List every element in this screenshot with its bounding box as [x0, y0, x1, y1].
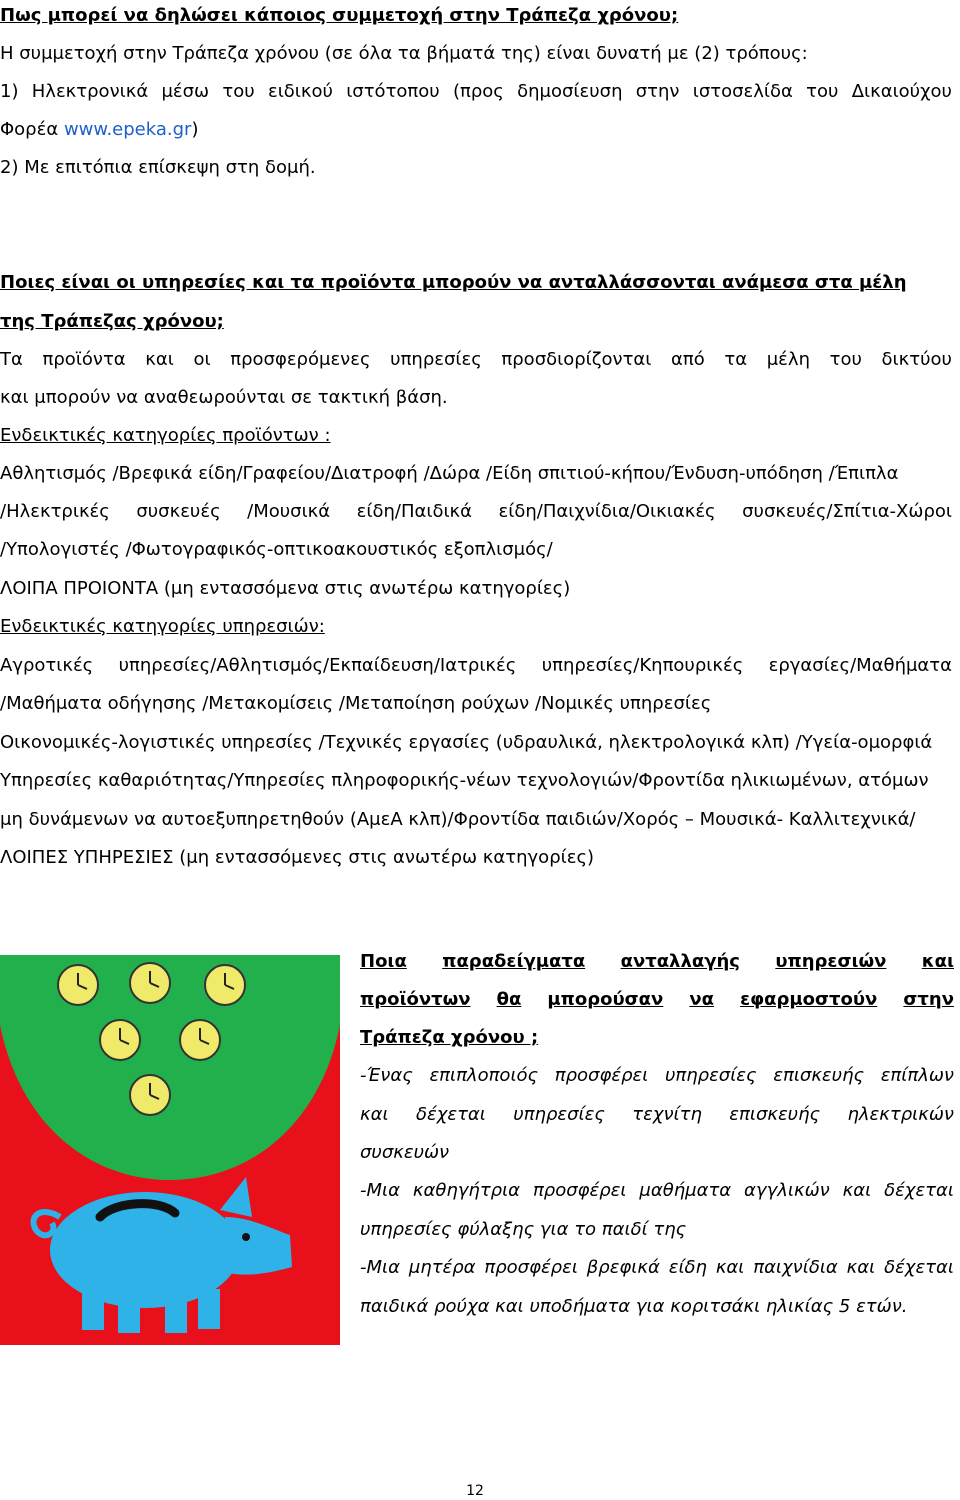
word: είδη/Παιχνίδια/Οικιακές — [498, 501, 716, 522]
word: οι — [193, 349, 211, 370]
word: ιστότοπου — [346, 81, 440, 102]
section3-title-line1 — [360, 950, 954, 974]
word: συσκευές/Σπίτια-Χώροι — [742, 501, 952, 522]
word: αγγλικών — [744, 1180, 830, 1201]
word: υπηρεσίες — [664, 1065, 757, 1086]
word: τεχνίτη — [632, 1104, 702, 1125]
word: προσδιορίζονται — [501, 349, 652, 370]
products-line1: Αθλητισμός /Βρεφικά είδη/Γραφείου/Διατροφή /Δώρα /Είδη σπιτιού-κήπου/Ένδυση-υπόδηση /Έπιπλα — [0, 463, 899, 484]
example1-line3: συσκευών — [360, 1142, 450, 1163]
services-line4: Υπηρεσίες καθαριότητας/Υπηρεσίες πληροφορικής-νέων τεχνολογιών/Φροντίδα ηλικιωμένων, ατόμων — [0, 770, 929, 791]
example1-line1 — [360, 1064, 954, 1088]
word: -Ένας — [360, 1065, 413, 1086]
word: υπηρεσιών — [775, 951, 887, 972]
word: υπηρεσίες — [513, 1104, 605, 1125]
pig-eye — [242, 1233, 250, 1241]
clock-icon — [130, 1075, 170, 1115]
word: τα — [724, 349, 748, 370]
example1-line2 — [360, 1103, 954, 1127]
word: Αγροτικές — [0, 655, 94, 676]
products-line4: ΛΟΙΠΑ ΠΡΟΙΟΝΤΑ (μη εντασσόμενα στις ανωτέρω κατηγορίες) — [0, 578, 571, 599]
word: βρεφικά — [586, 1257, 660, 1278]
word: ανταλλαγής — [620, 951, 740, 972]
word: συσκευές — [136, 501, 221, 522]
word: επισκευής — [729, 1104, 821, 1125]
word: προσφέρει — [554, 1065, 649, 1086]
section2-title-line2: της Τράπεζας χρόνου; — [0, 311, 224, 332]
section3-title-line2 — [360, 988, 954, 1012]
word: θα — [496, 989, 522, 1010]
word: μέλη — [766, 349, 810, 370]
section2-para-line2: και μπορούν να αναθεωρούνται σε τακτική βάση. — [0, 387, 448, 408]
way1-prefix: Φορέα — [0, 119, 64, 140]
word: δικτύου — [881, 349, 952, 370]
word: υπηρεσίες — [390, 349, 482, 370]
word: και — [842, 1180, 872, 1201]
word: εφαρμοστούν — [740, 989, 878, 1010]
clock-icon — [100, 1020, 140, 1060]
word: είδη/Παιδικά — [356, 501, 473, 522]
word: 1) — [0, 81, 19, 102]
pig-leg — [198, 1289, 220, 1329]
pig-leg — [82, 1290, 104, 1330]
word: προϊόντων — [360, 989, 471, 1010]
word: στην — [903, 989, 954, 1010]
word: επίπλων — [880, 1065, 954, 1086]
section3-title-line3: Τράπεζα χρόνου ; — [360, 1027, 539, 1048]
word: δημοσίευση — [517, 81, 623, 102]
services-line5: μη δυνάμενων να αυτοεξυπηρετηθούν (ΑμεΑ κλπ)/Φροντίδα παιδιών/Χορός – Μουσικά- Καλλιτεχνικά/ — [0, 809, 916, 830]
word: προϊόντα — [42, 349, 126, 370]
products-heading: Ενδεικτικές κατηγορίες προϊόντων : — [0, 425, 331, 446]
word: και — [715, 1257, 745, 1278]
section2-para-line1 — [0, 348, 952, 372]
word: Ποια — [360, 951, 407, 972]
word: -Μια — [360, 1180, 400, 1201]
example3-line2: παιδικά ρούχα και υποδήματα για κοριτσάκι ηλικίας 5 ετών. — [360, 1296, 908, 1317]
products-line2 — [0, 500, 952, 524]
word: ηλεκτρικών — [847, 1104, 954, 1125]
word: να — [689, 989, 714, 1010]
word: και — [360, 1104, 389, 1125]
section1-way1-line1 — [0, 80, 952, 104]
word: και — [846, 1257, 876, 1278]
clock-icon — [58, 965, 98, 1005]
services-line2: /Μαθήματα οδήγησης /Μετακομίσεις /Μεταποίηση ρούχων /Νομικές υπηρεσίες — [0, 693, 712, 714]
word: καθηγήτρια — [412, 1180, 521, 1201]
word: δέχεται — [884, 1180, 954, 1201]
word: μπορούσαν — [547, 989, 664, 1010]
word: του — [806, 81, 839, 102]
word: επιπλοποιός — [429, 1065, 539, 1086]
page-number: 12 — [466, 1483, 484, 1499]
word: παιχνίδια — [753, 1257, 838, 1278]
services-heading: Ενδεικτικές κατηγορίες υπηρεσιών: — [0, 616, 325, 637]
word: (προς — [452, 81, 504, 102]
word: του — [222, 81, 255, 102]
epeka-link[interactable]: www.epeka.gr — [63, 119, 192, 140]
word: μέσω — [161, 81, 210, 102]
word: από — [671, 349, 705, 370]
section1-way2: 2) Με επιτόπια επίσκεψη στη δομή. — [0, 157, 316, 178]
piggy-bank-with-clocks-icon — [0, 955, 340, 1345]
word: ιστοσελίδα — [692, 81, 793, 102]
services-line3: Οικονομικές-λογιστικές υπηρεσίες /Τεχνικές εργασίες (υδραυλικά, ηλεκτρολογικά κλπ) /Υγεία-ομορφιά — [0, 732, 933, 753]
example3-line1 — [360, 1256, 954, 1280]
word: -Μια — [360, 1257, 400, 1278]
section1-intro: Η συμμετοχή στην Τράπεζα χρόνου (σε όλα τα βήματά της) είναι δυνατή με (2) τρόπους: — [0, 43, 808, 64]
word: Ηλεκτρονικά — [31, 81, 149, 102]
word: είδη — [668, 1257, 707, 1278]
word: του — [829, 349, 862, 370]
word: και — [145, 349, 174, 370]
section1-title: Πως μπορεί να δηλώσει κάποιος συμμετοχή στην Τράπεζα χρόνου; — [0, 5, 679, 26]
word: /Μουσικά — [247, 501, 331, 522]
word: ειδικού — [267, 81, 333, 102]
clock-icon — [180, 1020, 220, 1060]
word: Δικαιούχου — [851, 81, 952, 102]
word: /Ηλεκτρικές — [0, 501, 110, 522]
way1-suffix: ) — [191, 119, 199, 140]
word: επισκευής — [773, 1065, 865, 1086]
word: μητέρα — [408, 1257, 476, 1278]
word: Τα — [0, 349, 23, 370]
word: προσφέρει — [532, 1180, 627, 1201]
word: παραδείγματα — [442, 951, 586, 972]
section2-title-line1: Ποιες είναι οι υπηρεσίες και τα προϊόντα μπορούν να ανταλλάσσονται ανάμεσα στα μέλη — [0, 272, 907, 293]
services-line6: ΛΟΙΠΕΣ ΥΠΗΡΕΣΙΕΣ (μη εντασσόμενες στις ανωτέρω κατηγορίες) — [0, 847, 595, 868]
pig-leg — [165, 1293, 187, 1333]
products-line3: /Υπολογιστές /Φωτογραφικός-οπτικοακουστικός εξοπλισμός/ — [0, 539, 553, 560]
word: υπηρεσίες/Αθλητισμός/Εκπαίδευση/Ιατρικές — [118, 655, 517, 676]
word: υπηρεσίες/Κηπουρικές — [541, 655, 744, 676]
word: δέχεται — [415, 1104, 486, 1125]
word: μαθήματα — [639, 1180, 732, 1201]
word: και — [921, 951, 954, 972]
example2-line2: υπηρεσίες φύλαξης για το παιδί της — [360, 1219, 687, 1240]
pig-leg — [118, 1293, 140, 1333]
word: δέχεται — [884, 1257, 954, 1278]
services-line1 — [0, 654, 952, 678]
section1-way1-line2 — [0, 118, 198, 142]
clock-icon — [130, 963, 170, 1003]
word: εργασίες/Μαθήματα — [768, 655, 952, 676]
word: στην — [635, 81, 680, 102]
word: προσφέρει — [484, 1257, 578, 1278]
clock-icon — [205, 965, 245, 1005]
example2-line1 — [360, 1179, 954, 1203]
word: προσφερόμενες — [230, 349, 371, 370]
